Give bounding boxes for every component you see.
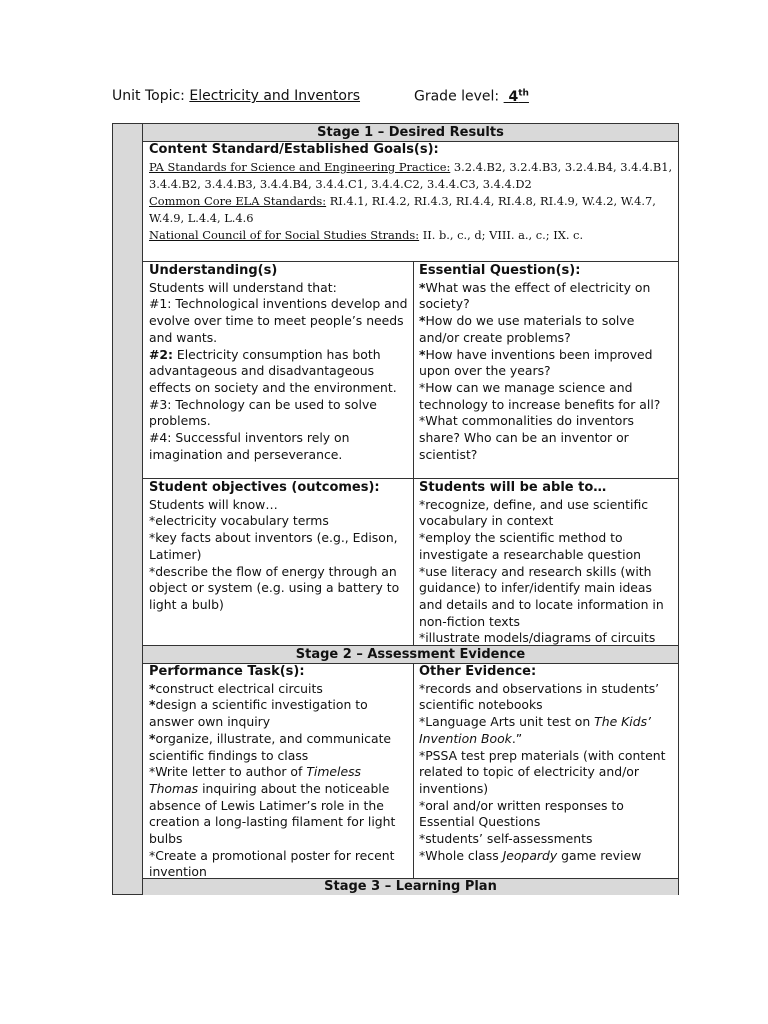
unit-topic-value: Electricity and Inventors [189,88,361,104]
grade-level-suffix: th [518,88,529,98]
evidence-item: *records and observations in students’ scientific notebooks [419,680,660,713]
understanding-item: #1: Technological inventions develop and evolve over time to meet people’s needs and wants. [149,296,408,345]
evidence-item: *Whole class Jeopardy game review [419,847,642,863]
unit-topic-label: Unit Topic: [112,88,185,104]
able-to-item: *illustrate models/diagrams of circuits [419,630,656,646]
pa-standards: PA Standards for Science and Engineering Practice: 3.2.4.B2, 3.2.4.B3, 3.2.4.B4, 3.4.4.B1, 3.4.4.B2, 3.4.4.B3, 3.4.4.B4, 3.4.4.C1, 3.4.4.C2, 3.4.4.C3, 3.4.4.D2 [149,159,673,191]
understandings-cell [149,263,411,463]
ela-standards: Common Core ELA Standards: RI.4.1, RI.4.2, RI.4.3, RI.4.4, RI.4.8, RI.4.9, W.4.2, W.4.7, W.4.9, L.4.4, L.4.6 [149,193,656,225]
essential-questions-heading: Essential Question(s): [419,263,581,278]
essential-question: *How have inventions been improved upon over the years? [419,346,653,379]
essential-question: *How can we manage science and technology to increase benefits for all? [419,379,661,412]
able-to-item: *employ the scientific method to investigate a researchable question [419,530,642,562]
able-to-item: *recognize, define, and use scientific vocabulary in context [419,496,649,529]
essential-question: *What was the effect of electricity on society? [419,279,651,312]
content-standards-list [149,159,673,244]
social-studies-strands: National Council of for Social Studies Strands: II. b., c., d; VIII. a., c.; IX. c. [149,227,584,242]
unit-header [112,88,529,105]
other-evidence-heading: Other Evidence: [419,664,537,679]
understandings-heading: Understanding(s) [149,263,278,278]
able-to-cell [419,480,675,647]
grade-level-label: Grade level: [414,88,500,105]
essential-questions-cell [419,263,675,463]
evidence-item: *students’ self-assessments [419,831,593,847]
objectives-intro: Students will know… [149,496,278,512]
performance-task: *Create a promotional poster for recent invention [149,847,395,880]
stage2-title: Stage 2 – Assessment Evidence [143,646,678,664]
performance-task: *design a scientific investigation to answer own inquiry [149,697,368,730]
performance-task: *Write letter to author of Timeless Thomas inquiring about the noticeable absence of Lewis Latimer’s role in the creation a long-lasting filament for light bulbs [149,764,396,847]
stage1-title: Stage 1 – Desired Results [143,124,678,142]
grade-level [414,88,529,105]
objective-item: *electricity vocabulary terms [149,513,329,529]
performance-task: *construct electrical circuits [149,680,323,696]
stage3-title: Stage 3 – Learning Plan [143,879,678,895]
understanding-item: #3: Technology can be used to solve problems. [149,396,377,429]
understandings-intro: Students will understand that: [149,279,337,295]
evidence-item: *oral and/or written responses to Essential Questions [419,797,624,830]
content-standards-cell [149,142,673,244]
performance-tasks-heading: Performance Task(s): [149,664,305,679]
able-to-item: *use literacy and research skills (with guidance) to infer/identify main ideas and details and to locate information in non-fiction texts [419,563,664,629]
able-to-heading: Students will be able to… [419,480,607,495]
content-standards-heading: Content Standard/Established Goals(s): [149,142,439,157]
evidence-item: *PSSA test prep materials (with content related to topic of electricity and/or inventions) [419,747,666,796]
evidence-item: *Language Arts unit test on The Kids’ Invention Book.” [419,714,651,746]
grade-level-value: 4th [508,88,529,105]
performance-task: *organize, illustrate, and communicate scientific findings to class [149,730,392,763]
understanding-item: #2: Electricity consumption has both advantageous and disadvantageous effects on society and the environment. [149,346,397,395]
left-margin-column [112,123,143,895]
objectives-heading: Student objectives (outcomes): [149,480,380,495]
objectives-cell [149,480,411,614]
essential-question: *What commonalities do inventors share? Who can be an inventor or scientist? [419,413,634,462]
other-evidence-cell [419,664,675,864]
understanding-item: #4: Successful inventors rely on imagination and perseverance. [149,430,350,462]
objective-item: *describe the flow of energy through an object or system (e.g. using a battery to light a bulb) [149,563,400,612]
performance-tasks-cell [149,664,411,881]
ubd-planning-table [143,123,679,895]
objective-item: *key facts about inventors (e.g., Edison, Latimer) [149,530,398,562]
essential-question: *How do we use materials to solve and/or create problems? [419,313,635,345]
